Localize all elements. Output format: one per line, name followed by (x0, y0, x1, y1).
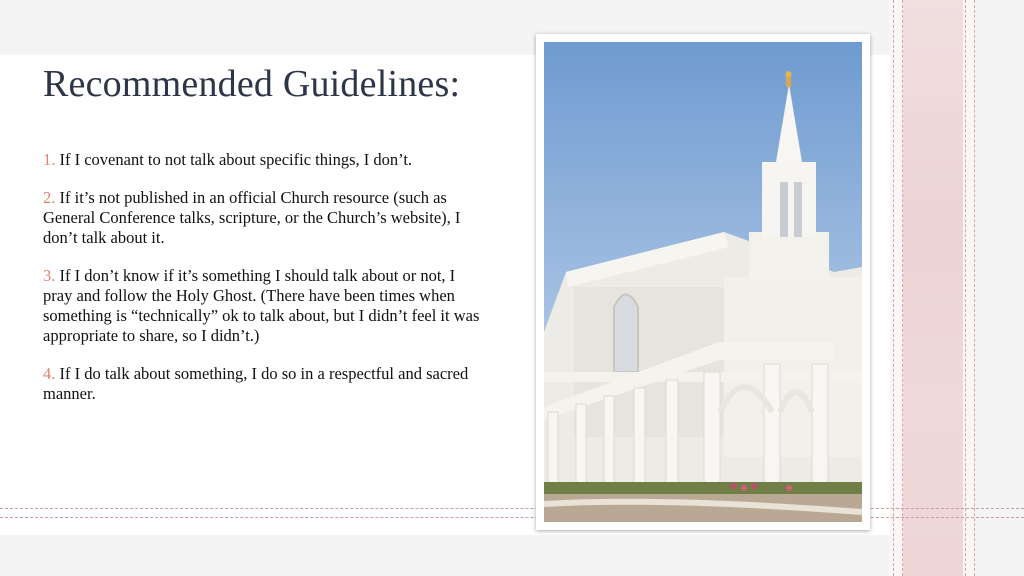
guideline-item (43, 266, 483, 346)
temple-image (544, 42, 862, 522)
guideline-text: If I do talk about something, I do so in a respectful and sacred manner. (43, 364, 469, 403)
guideline-item (43, 364, 483, 404)
temple-photo (536, 34, 870, 530)
floral-pattern-stripe (903, 0, 963, 576)
slide-title: Recommended Guidelines: (43, 63, 461, 105)
dashed-divider-vertical (893, 0, 894, 576)
dashed-divider-vertical (902, 0, 903, 576)
guideline-text: If it’s not published in an official Church resource (such as General Conference talks, scripture, or the Church’s website), I don’t talk about it. (43, 188, 461, 247)
guideline-item (43, 188, 483, 248)
guideline-item (43, 150, 483, 170)
dashed-divider-horizontal (0, 508, 1024, 509)
dashed-divider-horizontal (0, 517, 1024, 518)
dashed-divider-vertical (965, 0, 966, 576)
guideline-text: If I don’t know if it’s something I should talk about or not, I pray and follow the Holy Ghost. (There have been times when something is “technically” ok to talk about, but I didn’t feel it was appropriate to share, so I didn’t.) (43, 266, 480, 345)
guideline-number: 3. (43, 266, 56, 285)
guideline-number: 4. (43, 364, 56, 383)
guideline-text: If I covenant to not talk about specific things, I don’t. (59, 150, 413, 169)
guidelines-list (43, 150, 483, 422)
guideline-number: 1. (43, 150, 56, 169)
dashed-divider-vertical (974, 0, 975, 576)
guideline-number: 2. (43, 188, 56, 207)
